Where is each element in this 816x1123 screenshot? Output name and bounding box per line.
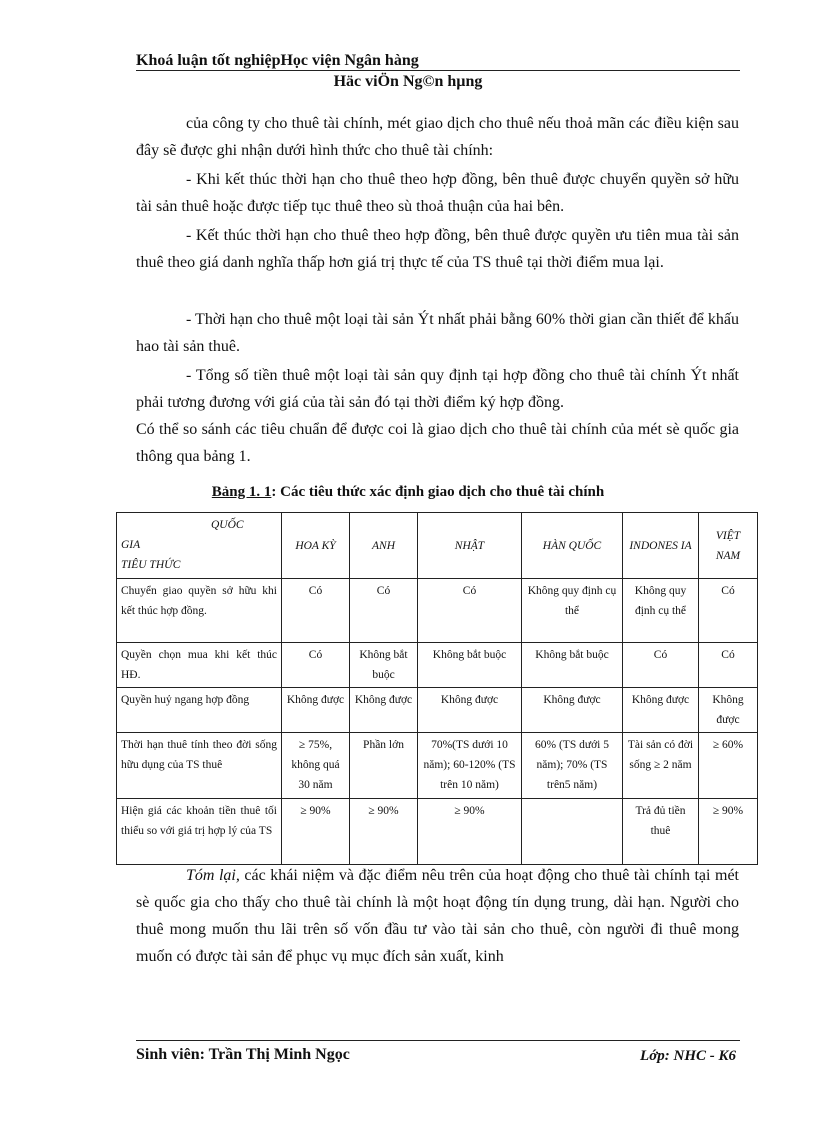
table-cell: Có [699, 579, 758, 643]
table-cell: ≥ 90% [418, 799, 522, 865]
table-caption-label: Bảng 1. 1 [211, 484, 272, 500]
table-cell: Không bắt buộc [522, 643, 623, 688]
table-cell: Có [623, 643, 699, 688]
table-cell: ≥ 75%, không quá 30 năm [282, 733, 350, 799]
table-header-row [117, 513, 758, 579]
table-cell: 70%(TS dưới 10 năm); 60-120% (TS trên 10 năm) [418, 733, 522, 799]
footer-rule [136, 1040, 740, 1041]
table-cell: ≥ 60% [699, 733, 758, 799]
table-cell: Không quy định cụ thể [522, 579, 623, 643]
table-row [117, 688, 758, 733]
corner-country-label-2: GIA [121, 539, 141, 551]
column-header-uk: ANH [350, 513, 418, 579]
paragraph-7 [136, 862, 739, 970]
column-header-japan: NHẬT [418, 513, 522, 579]
footer-class: Lớp: NHC - K6 [640, 1048, 736, 1064]
table-row [117, 579, 758, 643]
table-cell [522, 799, 623, 865]
table-cell: Không được [623, 688, 699, 733]
table-cell: ≥ 90% [350, 799, 418, 865]
table-cell: Không bắt buộc [418, 643, 522, 688]
table-cell: Có [699, 643, 758, 688]
table-cell: Không được [699, 688, 758, 733]
table-cell: Tài sản có đời sống ≥ 2 năm [623, 733, 699, 799]
header-rule [136, 70, 740, 71]
paragraph-4: - Thời hạn cho thuê một loại tài sản Ýt nhất phải bằng 60% thời gian cần thiết để khấu hao tài sản thuê. [136, 311, 739, 355]
table-cell: Không được [350, 688, 418, 733]
column-header-indonesia: INDONES IA [623, 513, 699, 579]
table-cell: Phần lớn [350, 733, 418, 799]
table-cell: Có [350, 579, 418, 643]
table-caption [0, 484, 816, 501]
paragraph-1: của công ty cho thuê tài chính, mét giao dịch cho thuê nếu thoả mãn các điều kiện sau đây sẽ được ghi nhận dưới hình thức cho thuê tài chính: [136, 115, 739, 159]
table-cell: Không quy định cụ thể [623, 579, 699, 643]
column-header-usa: HOA KỲ [282, 513, 350, 579]
row-criterion: Thời hạn thuê tính theo đời sống hữu dụng của TS thuê [117, 733, 282, 799]
table-row [117, 733, 758, 799]
table-cell: Không được [418, 688, 522, 733]
table-cell: Trả đủ tiền thuê [623, 799, 699, 865]
table-cell: Có [282, 643, 350, 688]
header-subtitle: Häc viÖn Ng©n hµng [333, 73, 483, 90]
table-cell: ≥ 90% [699, 799, 758, 865]
table-cell: Có [282, 579, 350, 643]
header-title: Khoá luận tốt nghiệpHọc viện Ngân hàng [136, 52, 419, 69]
paragraph-6: Có thể so sánh các tiêu chuẩn để được coi là giao dịch cho thuê tài chính của mét sè quốc gia thông qua bảng 1. [136, 421, 739, 465]
row-criterion: Hiện giá các khoản tiền thuê tối thiểu so với giá trị hợp lý của TS [117, 799, 282, 865]
table-cell: Không được [522, 688, 623, 733]
paragraph-7-text: các khái niệm và đặc điểm nêu trên của hoạt động cho thuê tài chính tại mét sè quốc gia cho thấy cho thuê tài chính là một hoạt động tín dụng trung, dài hạn. Người cho thuê mong muốn thu lãi trên số vốn đầu tư vào tài sản cho thuê, còn người đi thuê mong muốn có được tài sản để phục vụ mục đích sản xuất, kinh [136, 867, 740, 965]
footer-student: Sinh viên: Trần Thị Minh Ngọc [136, 1046, 350, 1063]
corner-criteria-label: TIÊU THỨC [121, 559, 181, 571]
table-cell: Không bắt buộc [350, 643, 418, 688]
table-cell: Không được [282, 688, 350, 733]
table-cell: ≥ 90% [282, 799, 350, 865]
paragraph-5: - Tổng số tiền thuê một loại tài sản quy định tại hợp đồng cho thuê tài chính Ýt nhất phải tương đương với giá của tài sản đó tại thời điểm ký hợp đồng. [136, 367, 739, 411]
table-cell: Có [418, 579, 522, 643]
table-cell: 60% (TS dưới 5 năm); 70% (TS trên5 năm) [522, 733, 623, 799]
row-criterion: Quyền huỷ ngang hợp đồng [117, 688, 282, 733]
column-header-vietnam: VIỆT NAM [699, 513, 758, 579]
criteria-table [116, 512, 758, 865]
table-row [117, 799, 758, 865]
table-row [117, 643, 758, 688]
corner-country-label: QUỐC [211, 519, 244, 531]
row-criterion: Quyền chọn mua khi kết thúc HĐ. [117, 643, 282, 688]
row-criterion: Chuyển giao quyền sở hữu khi kết thúc hợp đồng. [117, 579, 282, 643]
paragraph-3: - Kết thúc thời hạn cho thuê theo hợp đồng, bên thuê được quyền ưu tiên mua tài sản thuê theo giá danh nghĩa thấp hơn giá trị thực tế của TS thuê tại thời điểm mua lại. [136, 227, 739, 271]
paragraph-2: - Khi kết thúc thời hạn cho thuê theo hợp đồng, bên thuê được chuyển quyền sở hữu tài sản thuê hoặc được tiếp tục thuê theo sù thoả thuận của hai bên. [136, 171, 739, 215]
table-caption-text: : Các tiêu thức xác định giao dịch cho thuê tài chính [271, 484, 605, 500]
paragraph-7-lead: Tóm lại, [186, 867, 240, 884]
column-header-korea: HÀN QUỐC [522, 513, 623, 579]
table-corner-header [117, 513, 282, 579]
